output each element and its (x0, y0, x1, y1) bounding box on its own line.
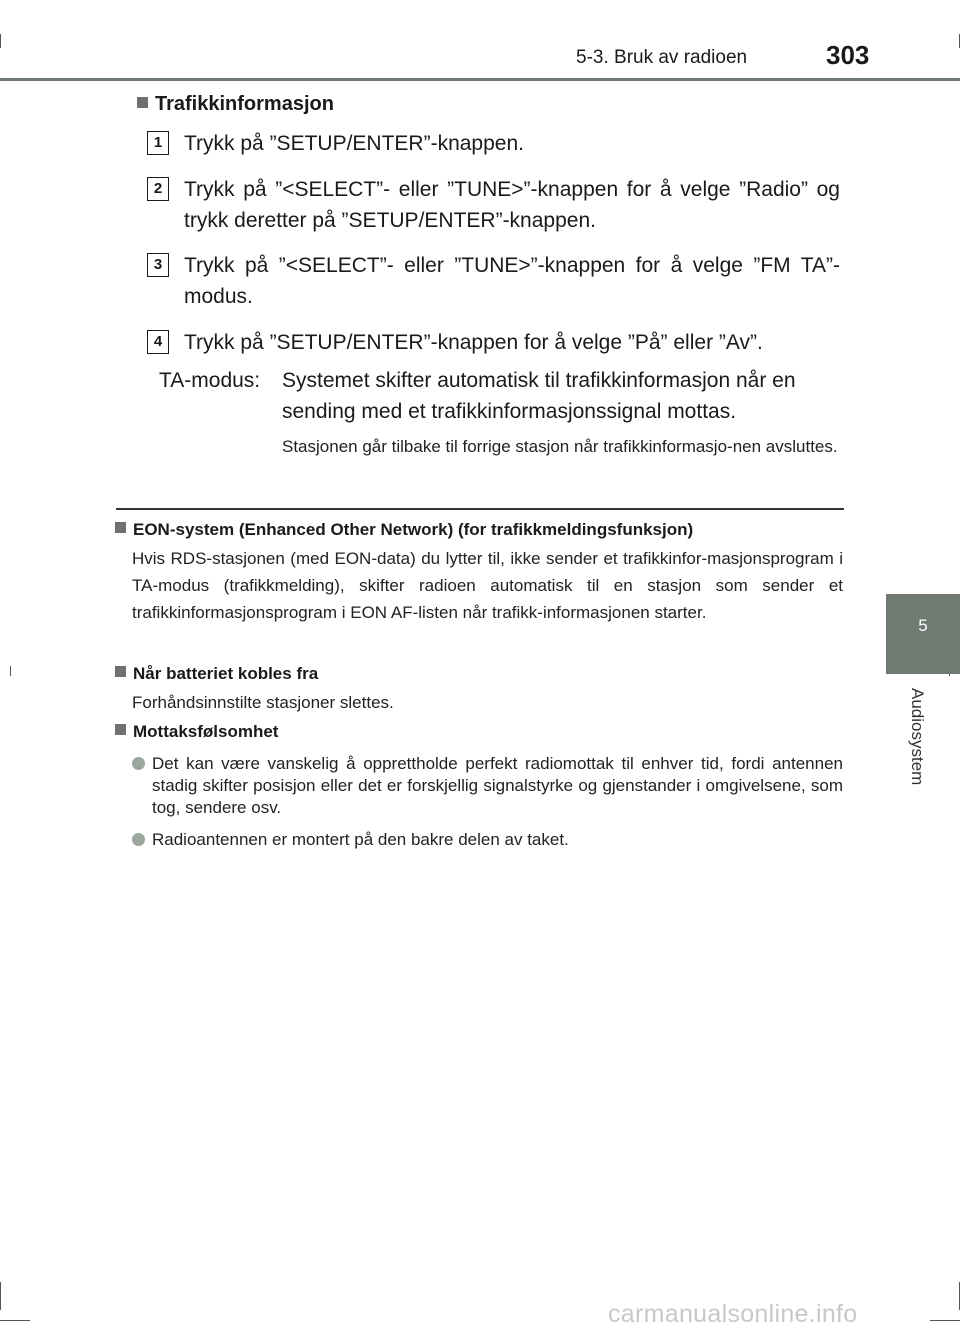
crop-mark (0, 1282, 1, 1310)
step-text: Trykk på ”SETUP/ENTER”-knappen for å velge ”På” eller ”Av”. (184, 331, 763, 354)
list-item (132, 753, 843, 819)
bullet-text: Det kan være vanskelig å opprettholde perfekt radiomottak til enhver tid, fordi antennen stadig skifter posisjon eller det er forskjellig signalstyrke og gjenstander i omgivelsene, som tog, sendere osv. (152, 754, 843, 817)
header-rule (0, 78, 960, 81)
side-tab-label: Audiosystem (908, 688, 927, 786)
round-bullet-icon (132, 757, 145, 770)
crop-mark (0, 1320, 30, 1321)
watermark: carmanualsonline.info (608, 1300, 858, 1328)
section-body-battery: Forhåndsinnstilte stasjoner slettes. (132, 693, 394, 712)
step-number: 2 (147, 177, 169, 201)
step-text: Trykk på ”<SELECT”- eller ”TUNE>”-knappen for å velge ”FM TA”-modus. (184, 254, 840, 308)
step-text: Trykk på ”<SELECT”- eller ”TUNE>”-knappen for å velge ”Radio” og trykk deretter på ”SETUP/ENTER”-knappen. (184, 178, 840, 232)
step-number: 4 (147, 330, 169, 354)
ta-mode-description: Systemet skifter automatisk til trafikkinformasjon når en sending med et trafikkinformasjonssignal mottas. (282, 369, 796, 423)
square-bullet-icon (115, 522, 126, 533)
bullet-text: Radioantennen er montert på den bakre delen av taket. (152, 830, 569, 849)
crop-mark (10, 666, 11, 676)
list-item (132, 829, 843, 851)
heading-text: EON-system (Enhanced Other Network) (for trafikkmeldingsfunksjon) (133, 520, 694, 539)
side-tab-number: 5 (918, 616, 928, 635)
section-heading-eon (115, 520, 693, 540)
square-bullet-icon (115, 724, 126, 735)
round-bullet-icon (132, 833, 145, 846)
section-heading-reception (115, 722, 278, 742)
square-bullet-icon (115, 666, 126, 677)
step-2 (147, 174, 840, 236)
heading-text: Mottaksfølsomhet (133, 722, 279, 741)
step-4 (147, 327, 840, 358)
step-number: 1 (147, 131, 169, 155)
side-tab (886, 594, 960, 674)
crop-mark (0, 34, 1, 48)
section-body-eon: Hvis RDS-stasjonen (med EON-data) du lytter til, ikke sender et trafikkinfor-masjonsprogram i TA-modus (trafikkmelding), skifter radioen automatisk til en stasjon som sender et trafikkinformasjonsprogram i EON AF-listen når trafikk-informasjonen starter. (132, 549, 843, 622)
crop-mark (930, 1320, 960, 1321)
section-heading-traffic-info (137, 93, 334, 116)
step-text: Trykk på ”SETUP/ENTER”-knappen. (184, 132, 524, 155)
ta-mode-label: TA-modus: (159, 369, 261, 392)
section-heading-battery (115, 664, 318, 684)
header-title: 5-3. Bruk av radioen (576, 47, 748, 68)
page-number: 303 (826, 40, 870, 70)
ta-mode-note: Stasjonen går tilbake til forrige stasjon når trafikkinformasjo-nen avsluttes. (282, 437, 838, 456)
step-1 (147, 128, 840, 159)
step-3 (147, 250, 840, 312)
heading-text: Når batteriet kobles fra (133, 664, 319, 683)
step-number: 3 (147, 253, 169, 277)
square-bullet-icon (137, 97, 148, 108)
heading-text: Trafikkinformasjon (155, 93, 334, 115)
divider (116, 508, 844, 510)
